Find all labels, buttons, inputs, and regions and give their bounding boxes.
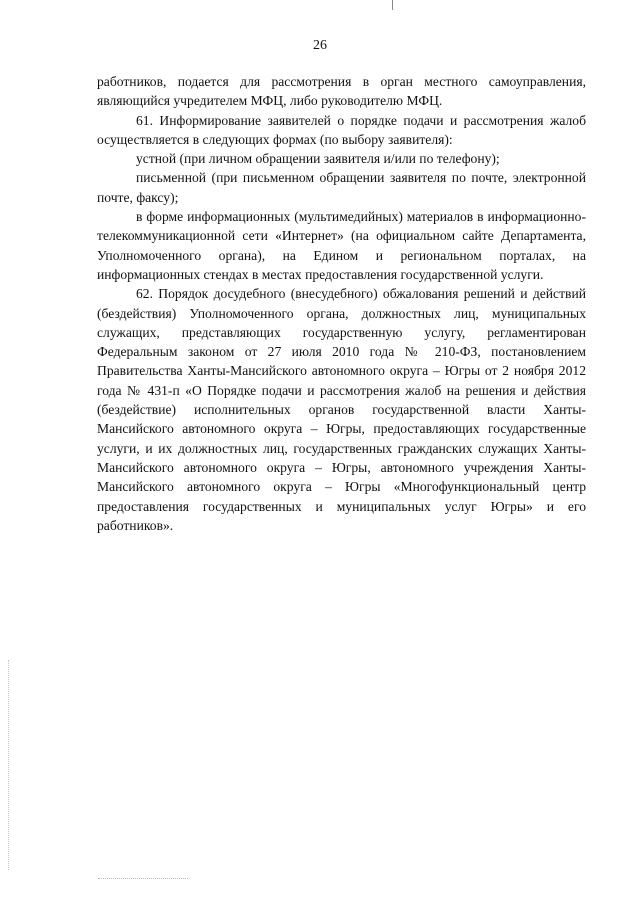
paragraph-written-form: письменной (при письменном обращении заявителя по почте, электронной почте, факсу); — [97, 170, 586, 205]
scan-artifact-left-edge — [8, 660, 11, 870]
scan-artifact-bottom — [98, 870, 188, 879]
paragraph-61: 61. Информирование заявителей о порядке подачи и рассмотрения жалоб осуществляется в следующих формах (по выбору заявителя): — [97, 112, 586, 147]
page-number: 26 — [313, 38, 327, 53]
scan-artifact-top — [392, 0, 393, 10]
paragraph-continuation: работников, подается для рассмотрения в орган местного самоуправления, являющийся учредителем МФЦ, либо руководителю МФЦ. — [97, 74, 586, 109]
paragraph-multimedia-form: в форме информационных (мультимедийных) материалов в информационно-телекоммуникационной сети «Интернет» (на официальном сайте Департамента, Уполномоченного органа), на Едином и региональном порталах, на информационных стендах в местах предоставления государственной услуги. — [97, 209, 586, 282]
paragraph-62: 62. Порядок досудебного (внесудебного) обжалования решений и действий (бездействия) Уполномоченного органа, должностных лиц, муниципальных служащих, представляющих государственную услугу, регламентирован Федеральным законом от 27 июля 2010 года № 210-ФЗ, постановлением Правительства Ханты-Мансийского автономного округа – Югры от 2 ноября 2012 года № 431-п «О Порядке подачи и рассмотрения жалоб на решения и действия (бездействие) исполнительных органов государственной власти Ханты-Мансийского автономного округа – Югры, предоставляющих государственные услуги, и их должностных лиц, государственных гражданских служащих Ханты-Мансийского автономного округа – Югры, автономного учреждения Ханты-Мансийского автономного округа – Югры «Многофункциональный центр предоставления государственных и муниципальных услуг Югры» и его работников». — [97, 286, 586, 533]
document-body — [97, 72, 586, 535]
paragraph-oral-form: устной (при личном обращении заявителя и/или по телефону); — [136, 151, 500, 167]
